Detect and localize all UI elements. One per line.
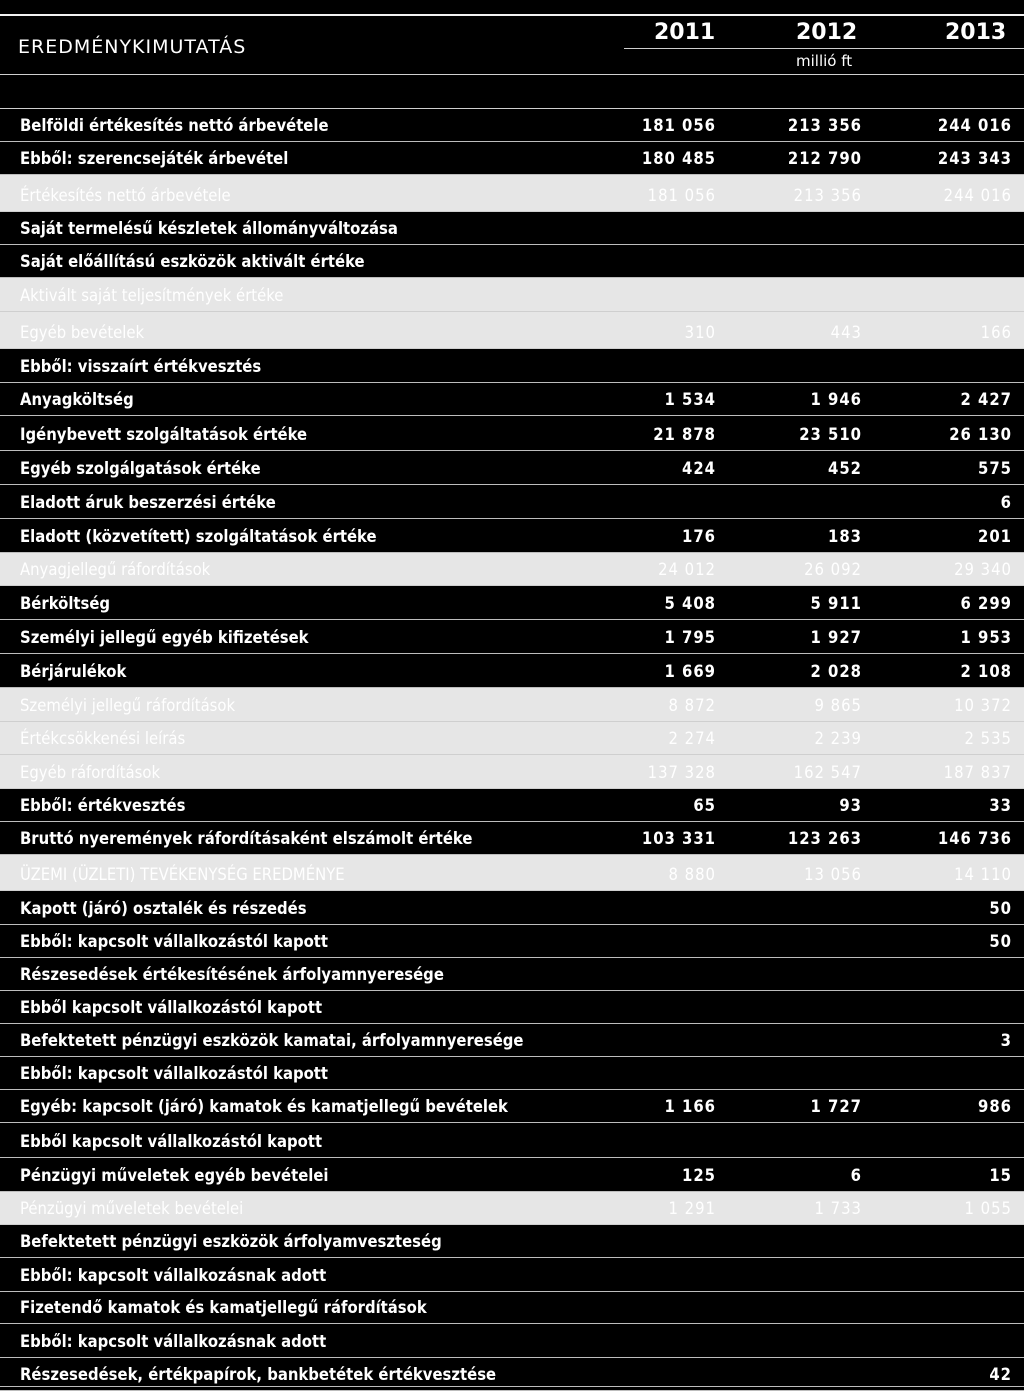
value-2012: 2 239 (814, 729, 862, 748)
table-row (0, 212, 1024, 245)
row-label: Befektetett pénzügyi eszközök árfolyamveszteség (20, 1232, 442, 1251)
table-row (0, 822, 1024, 855)
row-label: Pénzügyi műveletek bevételei (20, 1199, 244, 1218)
value-2013: 6 (1000, 493, 1012, 512)
value-2011: 181 056 (641, 116, 716, 135)
year-2011-header: 2011 (654, 20, 716, 45)
table-row (0, 620, 1024, 654)
row-label: Bérjárulékok (20, 662, 127, 681)
row-label: Bérköltség (20, 594, 111, 613)
row-label: Ebből: értékvesztés (20, 796, 186, 815)
value-2013: 42 (989, 1365, 1012, 1384)
table-row (0, 925, 1024, 958)
value-2011: 176 (682, 527, 716, 546)
table-row (0, 1292, 1024, 1324)
table-row (0, 1324, 1024, 1358)
subtotal-row (0, 553, 1024, 586)
value-2011: 1 291 (668, 1199, 716, 1218)
table-row (0, 519, 1024, 553)
row-label: Ebből: kapcsolt vállalkozásnak adott (20, 1266, 327, 1285)
value-2011: 1 795 (664, 628, 716, 647)
value-2011: 424 (682, 459, 716, 478)
value-2013: 6 299 (960, 594, 1012, 613)
row-label: Belföldi értékesítés nettó árbevétele (20, 116, 329, 135)
bottom-divider (0, 1386, 1024, 1387)
value-2013: 146 736 (937, 829, 1012, 848)
table-row (0, 654, 1024, 688)
value-2011: 8 880 (668, 865, 716, 884)
subtotal-row (0, 722, 1024, 755)
row-label: Értékcsökkenési leírás (20, 729, 186, 748)
row-label: Személyi jellegű egyéb kifizetések (20, 628, 309, 647)
value-2011: 310 (684, 323, 716, 342)
value-2012: 23 510 (799, 425, 862, 444)
value-2012: 13 056 (804, 865, 862, 884)
unit-label: millió ft (796, 52, 853, 70)
row-label: Fizetendő kamatok és kamatjellegű ráfordítások (20, 1298, 427, 1317)
table-row (0, 1090, 1024, 1123)
table-row (0, 142, 1024, 175)
value-2013: 2 535 (964, 729, 1012, 748)
row-label: Bruttó nyeremények ráfordításaként elszámolt értéke (20, 829, 473, 848)
subtotal-row (0, 688, 1024, 722)
top-divider (0, 14, 1024, 16)
value-2011: 180 485 (641, 149, 716, 168)
row-label: ÜZEMI (ÜZLETI) TEVÉKENYSÉG EREDMÉNYE (20, 865, 345, 884)
value-2011: 2 274 (668, 729, 716, 748)
table-row (0, 451, 1024, 485)
table-row (0, 958, 1024, 991)
row-label: Eladott (közvetített) szolgáltatások értéke (20, 527, 377, 546)
value-2012: 1 927 (810, 628, 862, 647)
value-2012: 6 (850, 1166, 862, 1185)
value-2012: 183 (828, 527, 862, 546)
value-2013: 244 016 (943, 186, 1012, 205)
year-header (624, 20, 1024, 49)
value-2013: 201 (978, 527, 1012, 546)
value-2013: 1 953 (960, 628, 1012, 647)
row-label: Ebből: kapcsolt vállalkozástól kapott (20, 932, 328, 951)
subtotal-row (0, 312, 1024, 349)
value-2012: 213 356 (787, 116, 862, 135)
value-2011: 1 166 (664, 1097, 716, 1116)
value-2013: 187 837 (943, 763, 1012, 782)
row-label: Személyi jellegű ráfordítások (20, 696, 236, 715)
value-2013: 50 (989, 899, 1012, 918)
row-label: Egyéb szolgálgatások értéke (20, 459, 261, 478)
table-row (0, 1158, 1024, 1192)
value-2011: 103 331 (641, 829, 716, 848)
value-2011: 8 872 (668, 696, 716, 715)
table-row (0, 1258, 1024, 1292)
row-label: Ebből: kapcsolt vállalkozásnak adott (20, 1332, 327, 1351)
table-row (0, 1057, 1024, 1090)
value-2013: 26 130 (949, 425, 1012, 444)
value-2013: 15 (989, 1166, 1012, 1185)
table-row (0, 789, 1024, 822)
value-2012: 452 (828, 459, 862, 478)
value-2013: 29 340 (954, 560, 1012, 579)
table-row (0, 485, 1024, 519)
value-2011: 125 (682, 1166, 716, 1185)
table-row (0, 245, 1024, 278)
value-2011: 65 (693, 796, 716, 815)
value-2012: 1 946 (810, 390, 862, 409)
value-2012: 93 (839, 796, 862, 815)
value-2013: 50 (989, 932, 1012, 951)
table-row (0, 1225, 1024, 1258)
table-row (0, 416, 1024, 451)
value-2012: 212 790 (787, 149, 862, 168)
row-label: Értékesítés nettó árbevétele (20, 186, 231, 205)
value-2013: 244 016 (937, 116, 1012, 135)
row-label: Anyagjellegű ráfordítások (20, 560, 211, 579)
subtotal-row (0, 855, 1024, 891)
row-label: Ebből: visszaírt értékvesztés (20, 357, 262, 376)
value-2011: 21 878 (653, 425, 716, 444)
value-2012: 9 865 (814, 696, 862, 715)
row-label: Saját előállítású eszközök aktivált értéke (20, 252, 365, 271)
value-2012: 2 028 (810, 662, 862, 681)
subtotal-row (0, 1192, 1024, 1225)
year-2013-header: 2013 (945, 20, 1007, 45)
value-2013: 575 (978, 459, 1012, 478)
row-label: Ebből: szerencsejáték árbevétel (20, 149, 289, 168)
table-row (0, 109, 1024, 142)
value-2012: 213 356 (793, 186, 862, 205)
value-2013: 243 343 (937, 149, 1012, 168)
row-label: Ebből: kapcsolt vállalkozástól kapott (20, 1064, 328, 1083)
subtotal-row (0, 278, 1024, 312)
value-2012: 26 092 (804, 560, 862, 579)
value-2013: 986 (978, 1097, 1012, 1116)
row-label: Részesedések, értékpapírok, bankbetétek értékvesztése (20, 1365, 497, 1384)
table-row (0, 891, 1024, 925)
row-label: Kapott (járó) osztalék és részedés (20, 899, 307, 918)
row-label: Részesedések értékesítésének árfolyamnyeresége (20, 965, 444, 984)
statement-table (0, 109, 1024, 1391)
value-2012: 5 911 (810, 594, 862, 613)
row-label: Eladott áruk beszerzési értéke (20, 493, 276, 512)
value-2013: 14 110 (954, 865, 1012, 884)
value-2011: 5 408 (664, 594, 716, 613)
row-label: Anyagköltség (20, 390, 134, 409)
row-label: Pénzügyi műveletek egyéb bevételei (20, 1166, 329, 1185)
table-row (0, 349, 1024, 383)
year-2012-header: 2012 (796, 20, 858, 45)
value-2012: 443 (830, 323, 862, 342)
value-2012: 162 547 (793, 763, 862, 782)
value-2013: 166 (980, 323, 1012, 342)
row-label: Ebből kapcsolt vállalkozástól kapott (20, 998, 323, 1017)
value-2011: 181 056 (647, 186, 716, 205)
header-divider (0, 74, 1024, 75)
value-2013: 10 372 (954, 696, 1012, 715)
row-label: Ebből kapcsolt vállalkozástól kapott (20, 1132, 323, 1151)
table-row (0, 383, 1024, 416)
table-row (0, 991, 1024, 1024)
value-2011: 24 012 (658, 560, 716, 579)
table-row (0, 1123, 1024, 1158)
row-label: Egyéb bevételek (20, 323, 145, 342)
value-2013: 1 055 (964, 1199, 1012, 1218)
value-2011: 1 534 (664, 390, 716, 409)
value-2013: 2 108 (960, 662, 1012, 681)
row-label: Aktivált saját teljesítmények értéke (20, 286, 284, 305)
value-2013: 3 (1000, 1031, 1012, 1050)
value-2013: 33 (989, 796, 1012, 815)
subtotal-row (0, 755, 1024, 789)
value-2012: 1 727 (810, 1097, 862, 1116)
value-2012: 123 263 (787, 829, 862, 848)
value-2012: 1 733 (814, 1199, 862, 1218)
row-label: Saját termelésű készletek állományváltozása (20, 219, 398, 238)
row-label: Egyéb: kapcsolt (járó) kamatok és kamatjellegű bevételek (20, 1097, 508, 1116)
page-title: EREDMÉNYKIMUTATÁS (18, 36, 247, 58)
row-label: Befektetett pénzügyi eszközök kamatai, árfolyamnyeresége (20, 1031, 524, 1050)
value-2011: 1 669 (664, 662, 716, 681)
row-label: Egyéb ráfordítások (20, 763, 161, 782)
table-row (0, 586, 1024, 620)
value-2013: 2 427 (960, 390, 1012, 409)
value-2011: 137 328 (647, 763, 716, 782)
row-label: Igénybevett szolgáltatások értéke (20, 425, 308, 444)
subtotal-row (0, 175, 1024, 212)
table-row (0, 1024, 1024, 1057)
